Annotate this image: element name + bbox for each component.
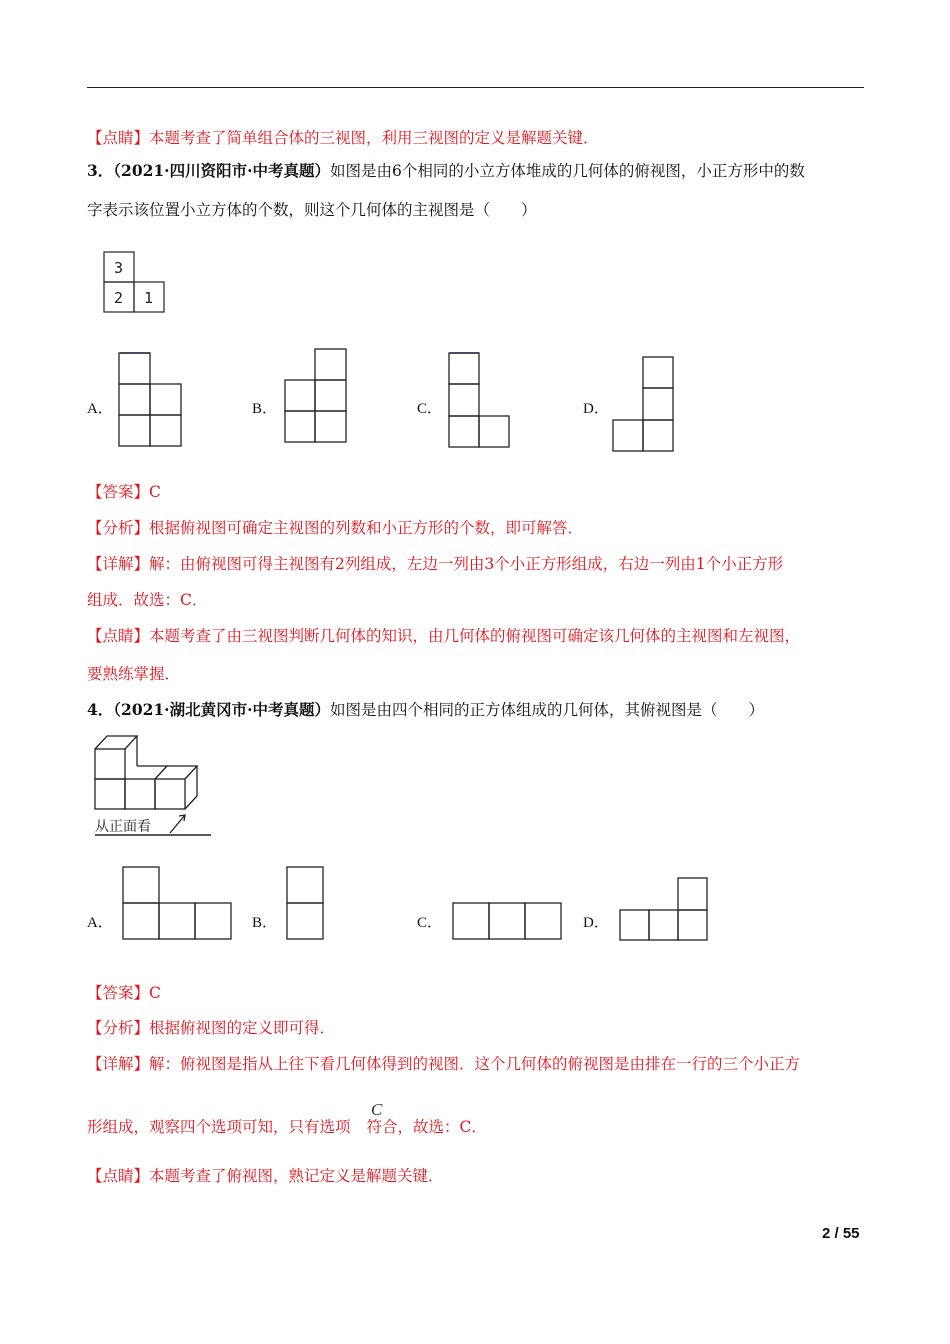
q3-option-a-figure bbox=[118, 352, 182, 448]
q3-option-b-label: B． bbox=[252, 401, 278, 417]
q3-detail-line2: 组成．故选：C． bbox=[87, 591, 208, 609]
q4-detail-line1: 【详解】解：俯视图是指从上往下看几何体得到的视图．这个几何体的俯视图是由排在一行的三个小正方 bbox=[87, 1055, 801, 1073]
q4-option-b-figure bbox=[286, 866, 326, 942]
q3-dianjing-line1: 【点睛】本题考查了由三视图判断几何体的知识，由几何体的俯视图可确定该几何体的主视图和左视图， bbox=[87, 627, 801, 645]
q3-option-d-label: D． bbox=[583, 401, 609, 417]
q3-option-c-label: C． bbox=[417, 401, 443, 417]
q3-source: （2021·四川资阳市·中考真题） bbox=[113, 161, 330, 180]
q4-option-c-label: C． bbox=[417, 915, 443, 931]
q4-analysis: 【分析】根据俯视图的定义即可得． bbox=[87, 1019, 336, 1037]
q4-detail-line2-a: 形组成，观察四个选项可知，只有选项 bbox=[87, 1118, 351, 1136]
q3-option-b-figure bbox=[284, 348, 348, 445]
q4-option-d-figure bbox=[619, 877, 711, 943]
q4-option-b-label: B． bbox=[252, 915, 278, 931]
q3-option-d-figure bbox=[612, 356, 676, 453]
q4-number: 4． bbox=[87, 700, 114, 719]
q4-stem-text: 如图是由四个相同的正方体组成的几何体，其俯视图是（ ） bbox=[329, 701, 764, 719]
q4-option-a-figure bbox=[122, 866, 234, 942]
header-rule bbox=[87, 87, 864, 88]
q4-stem-line bbox=[87, 700, 764, 720]
q3-stem-line1 bbox=[87, 161, 805, 181]
q4-option-d-label: D． bbox=[583, 915, 609, 931]
q4-solid-figure bbox=[93, 731, 228, 846]
top-view-number-2: 2 bbox=[114, 289, 124, 307]
q4-figure-caption: 从正面看 bbox=[95, 819, 151, 835]
q4-dianjing: 【点睛】本题考查了俯视图，熟记定义是解题关键． bbox=[87, 1167, 444, 1185]
q4-option-a-label: A． bbox=[87, 915, 113, 931]
q3-option-c-figure bbox=[448, 352, 512, 449]
page-number: 2 / 55 bbox=[822, 1225, 860, 1242]
q4-source: （2021·湖北黄冈市·中考真题） bbox=[113, 700, 330, 719]
q2-dianjing: 【点睛】本题考查了简单组合体的三视图，利用三视图的定义是解题关键． bbox=[87, 129, 599, 147]
q4-detail-math-c: C bbox=[371, 1100, 383, 1119]
q4-detail-line2 bbox=[87, 1117, 487, 1137]
top-view-number-1: 1 bbox=[144, 289, 154, 307]
q3-stem-line2: 字表示该位置小立方体的个数，则这个几何体的主视图是（ ） bbox=[87, 201, 537, 219]
q3-option-a-label: A． bbox=[87, 401, 113, 417]
q3-top-view-figure bbox=[103, 251, 167, 313]
q3-detail-line1: 【详解】解：由俯视图可得主视图有2列组成，左边一列由3个小正方形组成，右边一列由1个小正方形 bbox=[87, 555, 784, 573]
q3-stem-text1: 如图是由6个相同的小立方体堆成的几何体的俯视图，小正方形中的数 bbox=[329, 162, 805, 180]
q4-answer: 【答案】C bbox=[87, 984, 161, 1002]
top-view-number-3: 3 bbox=[114, 259, 124, 277]
q4-option-c-figure bbox=[452, 902, 564, 942]
q3-analysis: 【分析】根据俯视图可确定主视图的列数和小正方形的个数，即可解答． bbox=[87, 519, 584, 537]
q4-detail-line2-b: 符合，故选：C． bbox=[366, 1118, 487, 1136]
q3-dianjing-line2: 要熟练掌握． bbox=[87, 665, 181, 683]
q3-answer: 【答案】C bbox=[87, 483, 161, 501]
q3-number: 3． bbox=[87, 161, 114, 180]
